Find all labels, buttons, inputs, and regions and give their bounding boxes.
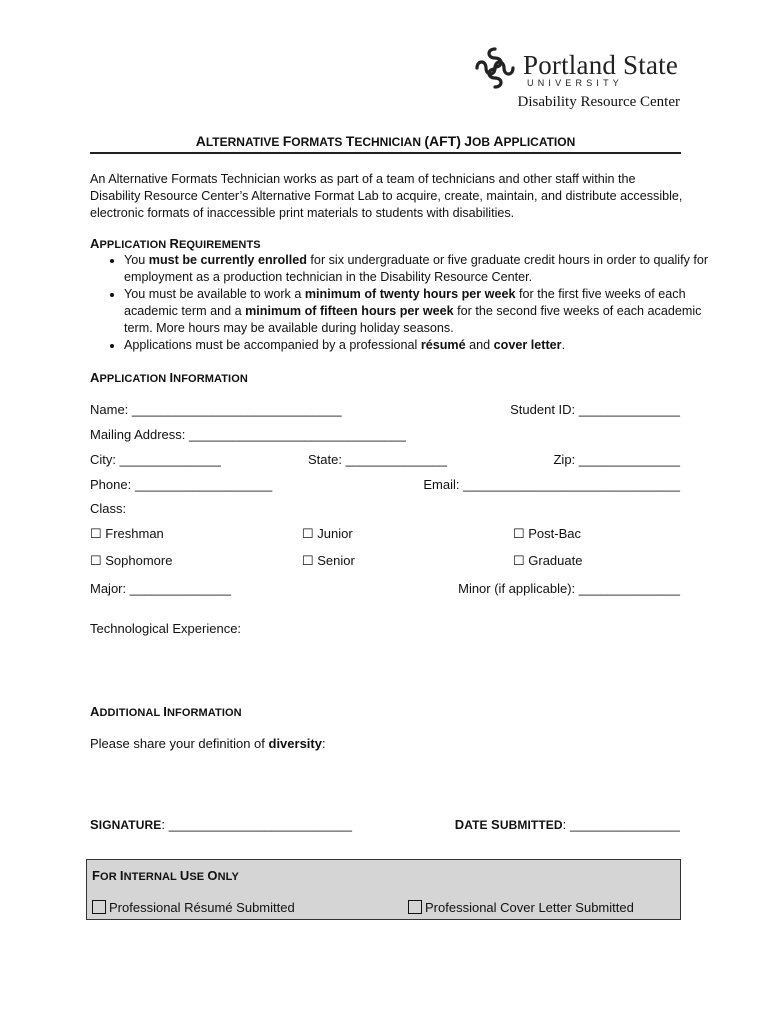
major-field[interactable]: Major: ______________ xyxy=(90,581,231,596)
title-part: F xyxy=(282,133,292,149)
heading-part: I xyxy=(119,868,124,883)
internal-use-box xyxy=(86,859,681,920)
logo-subtitle: UNIVERSITY xyxy=(527,78,624,88)
additional-info-heading xyxy=(90,704,242,719)
title-divider xyxy=(90,152,681,154)
heading-part: O xyxy=(207,868,218,883)
psu-logo xyxy=(474,46,684,92)
requirement-item xyxy=(124,286,719,337)
freshman-checkbox[interactable]: ☐ Freshman xyxy=(90,526,164,541)
text: Applications must be accompanied by a professional xyxy=(124,338,421,352)
department-name: Disability Resource Center xyxy=(517,94,680,110)
heading-part: S xyxy=(90,817,99,832)
title-part: LTERNATIVE xyxy=(205,135,283,149)
minor-field[interactable]: Minor (if applicable): ______________ xyxy=(458,581,680,596)
emphasis: diversity xyxy=(268,736,322,751)
heading-part: A xyxy=(90,236,100,251)
emphasis: minimum of fifteen hours per week xyxy=(245,304,454,318)
title-part: A xyxy=(493,133,504,149)
title-part: A xyxy=(195,133,206,149)
graduate-checkbox[interactable]: ☐ Graduate xyxy=(513,553,583,568)
requirements-heading xyxy=(90,236,261,251)
emphasis: résumé xyxy=(420,338,466,352)
heading-part: F xyxy=(92,868,101,883)
date-line: : _______________ xyxy=(562,817,680,832)
tech-experience-label: Technological Experience: xyxy=(90,621,242,636)
heading-part: IGNATURE xyxy=(98,818,162,832)
checkbox-label: Professional Cover Letter Submitted xyxy=(425,900,634,915)
heading-part: S xyxy=(491,817,500,832)
text: for the first five weeks of each academic term and a xyxy=(124,287,686,318)
mailing-address-field[interactable]: Mailing Address: ______________________________ xyxy=(90,427,406,442)
heading-part: I xyxy=(163,704,167,719)
student-id-field[interactable]: Student ID: ______________ xyxy=(510,402,680,417)
heading-part: NLY xyxy=(217,871,239,883)
heading-part: PPLICATION xyxy=(99,239,170,251)
requirements-list xyxy=(90,252,719,354)
city-field[interactable]: City: ______________ xyxy=(90,452,221,467)
text: : xyxy=(321,736,326,751)
title-part: OB xyxy=(472,135,494,149)
heading-part: I xyxy=(169,370,174,385)
signature-line: : _________________________ xyxy=(161,817,353,832)
heading-part: NFORMATION xyxy=(173,373,248,385)
title-part: T xyxy=(345,133,355,149)
requirement-item xyxy=(124,252,719,286)
document-title xyxy=(90,133,681,151)
title-part: (AFT) xyxy=(424,133,461,149)
heading-part: SE xyxy=(189,871,208,883)
requirement-item xyxy=(124,337,719,354)
email-field[interactable]: Email: ______________________________ xyxy=(423,477,680,492)
title-part: ORMATS xyxy=(291,135,346,149)
junior-checkbox[interactable]: ☐ Junior xyxy=(302,526,353,541)
title-part: J xyxy=(464,133,473,149)
heading-part: ATE xyxy=(464,818,492,832)
emphasis: minimum of twenty hours per week xyxy=(304,287,516,301)
heading-part: R xyxy=(169,236,179,251)
emphasis: cover letter xyxy=(493,338,562,352)
name-field[interactable]: Name: _____________________________ xyxy=(90,402,342,417)
heading-part: A xyxy=(90,370,100,385)
internal-use-heading xyxy=(92,868,239,883)
sophomore-checkbox[interactable]: ☐ Sophomore xyxy=(90,553,173,568)
zip-field[interactable]: Zip: ______________ xyxy=(553,452,680,467)
post-bac-checkbox[interactable]: ☐ Post-Bac xyxy=(513,526,582,541)
diversity-prompt xyxy=(90,736,326,751)
heading-part: NFORMATION xyxy=(166,707,242,719)
date-submitted-field[interactable] xyxy=(455,817,680,832)
application-info-heading xyxy=(90,370,248,385)
checkbox-label: Professional Résumé Submitted xyxy=(109,900,295,915)
text: for six undergraduate or five graduate credit hours in order to qualify for employment as a production technician in the Disability Resource Center. xyxy=(124,253,709,284)
heading-part: D xyxy=(454,817,465,832)
logo-name: Portland State xyxy=(523,50,679,80)
text: for the second five weeks of each academic term. More hours may be available during holiday seasons. xyxy=(124,304,702,335)
heading-part: EQUIREMENTS xyxy=(178,239,261,251)
title-part: PPLICATION xyxy=(503,135,576,149)
state-field[interactable]: State: ______________ xyxy=(308,452,447,467)
heading-part: U xyxy=(179,868,190,883)
signature-field[interactable] xyxy=(90,817,352,832)
heading-part: NTERNAL xyxy=(123,871,180,883)
class-label: Class: xyxy=(90,501,127,516)
text: Please share your definition of xyxy=(90,736,269,751)
checkbox-square-icon xyxy=(408,900,422,914)
title-part: ECHNICIAN xyxy=(354,135,425,149)
text: . xyxy=(561,338,566,352)
cover-letter-submitted-checkbox[interactable] xyxy=(408,900,634,915)
checkbox-square-icon xyxy=(92,900,106,914)
intro-paragraph: An Alternative Formats Technician works as part of a team of technicians and other staff within the Disability Resource Center’s Alternative Format Lab to acquire, create, maintain, and distribute accessible, electronic formats of inaccessible print materials to students with disabilities. xyxy=(90,172,683,220)
text: You xyxy=(124,253,149,267)
emphasis: must be currently enrolled xyxy=(148,253,307,267)
text: You must be available to work a xyxy=(124,287,305,301)
resume-submitted-checkbox[interactable] xyxy=(92,900,295,915)
heading-part: DDITIONAL xyxy=(99,707,164,719)
senior-checkbox[interactable]: ☐ Senior xyxy=(302,553,355,568)
heading-part: UBMITTED xyxy=(499,818,563,832)
heading-part: OR xyxy=(100,871,120,883)
text: and xyxy=(465,338,494,352)
heading-part: PPLICATION xyxy=(99,373,170,385)
phone-field[interactable]: Phone: ___________________ xyxy=(90,477,273,492)
psu-logo-mark-icon xyxy=(474,46,516,90)
heading-part: A xyxy=(90,704,100,719)
